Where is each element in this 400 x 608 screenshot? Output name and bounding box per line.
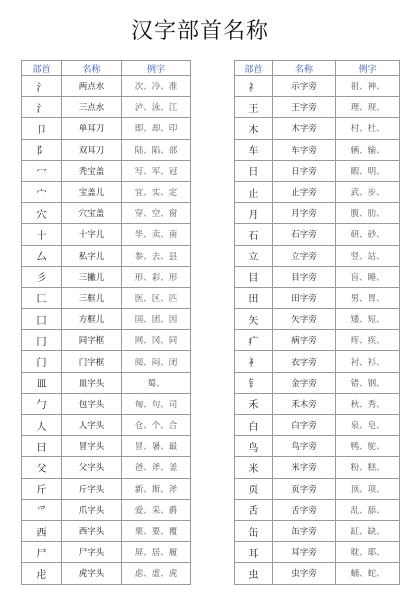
name-cell: 虫字旁 <box>272 563 336 584</box>
table-row <box>235 224 400 245</box>
page-title: 汉字部首名称 <box>130 19 269 44</box>
radical-cell: 匚 <box>22 287 62 308</box>
table-row <box>22 351 191 372</box>
examples-cell: 村、杜、 <box>336 118 400 139</box>
examples-cell: 蜀、 <box>122 372 191 393</box>
examples-cell: 网、冈、同 <box>122 330 191 351</box>
radical-cell: 石 <box>235 224 273 245</box>
table-row <box>235 499 400 520</box>
examples-cell: 武、步、 <box>336 181 400 202</box>
radical-cell: 止 <box>235 181 273 202</box>
examples-cell: 缸、缺、 <box>336 520 400 541</box>
header-name: 名称 <box>62 61 122 76</box>
examples-cell: 腹、肋、 <box>336 203 400 224</box>
radical-cell: 勹 <box>22 393 62 414</box>
table-row <box>235 287 400 308</box>
table-row <box>22 520 191 541</box>
examples-cell: 屏、居、履 <box>122 542 191 563</box>
header-radical: 部首 <box>22 61 62 76</box>
examples-cell: 研、砂、 <box>336 224 400 245</box>
radical-cell: 立 <box>235 245 273 266</box>
table-row <box>22 309 191 330</box>
radical-cell: 钅 <box>235 372 273 393</box>
examples-cell: 秋、秀、 <box>336 393 400 414</box>
table-row <box>22 139 191 160</box>
header-examples: 例字 <box>122 61 191 76</box>
radical-cell: 氵 <box>22 76 62 97</box>
table-row <box>22 542 191 563</box>
name-cell: 示字旁 <box>272 76 336 97</box>
radical-cell: 米 <box>235 457 273 478</box>
table-row <box>22 372 191 393</box>
name-cell: 立字旁 <box>272 245 336 266</box>
table-row <box>235 245 400 266</box>
radical-cell: 宀 <box>22 181 62 202</box>
table-row <box>235 372 400 393</box>
table-row <box>22 330 191 351</box>
name-cell: 穴宝盖 <box>62 203 122 224</box>
table-row <box>235 563 400 584</box>
examples-cell: 暇、明、 <box>336 160 400 181</box>
radical-cell: 人 <box>22 415 62 436</box>
radical-cell: 爫 <box>22 499 62 520</box>
table-row <box>235 351 400 372</box>
name-cell: 矢字旁 <box>272 309 336 330</box>
examples-cell: 参、去、县 <box>122 245 191 266</box>
name-cell: 病字旁 <box>272 330 336 351</box>
table-row <box>22 97 191 118</box>
name-cell: 日字旁 <box>272 160 336 181</box>
table-row <box>22 76 191 97</box>
table-row <box>235 118 400 139</box>
name-cell: 王字旁 <box>272 97 336 118</box>
examples-cell: 华、卖、南 <box>122 224 191 245</box>
table-row <box>235 181 400 202</box>
examples-cell: 乱、舔、 <box>336 499 400 520</box>
table-header-row <box>235 61 400 76</box>
radical-cell: 耳 <box>235 542 273 563</box>
name-cell: 十字儿 <box>62 224 122 245</box>
table-row <box>235 309 400 330</box>
name-cell: 鸟字旁 <box>272 436 336 457</box>
table-row <box>22 563 191 584</box>
header-radical: 部首 <box>235 61 273 76</box>
examples-cell: 写、军、冠 <box>122 160 191 181</box>
radical-table-left <box>21 60 191 585</box>
radical-cell: 王 <box>235 97 273 118</box>
radical-cell: 厶 <box>22 245 62 266</box>
name-cell: 门字框 <box>62 351 122 372</box>
radical-cell: 门 <box>22 351 62 372</box>
examples-cell: 匈、句、司 <box>122 393 191 414</box>
radical-cell: 禾 <box>235 393 273 414</box>
table-row <box>22 160 191 181</box>
table-row <box>22 478 191 499</box>
name-cell: 衣字旁 <box>272 351 336 372</box>
radical-cell: 月 <box>235 203 273 224</box>
name-cell: 两点水 <box>62 76 122 97</box>
radical-cell: 皿 <box>22 372 62 393</box>
name-cell: 田字旁 <box>272 287 336 308</box>
radical-cell: 田 <box>235 287 273 308</box>
radical-cell: 页 <box>235 478 273 499</box>
examples-cell: 泉、皂、 <box>336 415 400 436</box>
radical-cell: 礻 <box>235 76 273 97</box>
table-row <box>22 224 191 245</box>
table-row <box>22 457 191 478</box>
table-row <box>22 287 191 308</box>
examples-cell: 医、区、匹 <box>122 287 191 308</box>
radical-cell: 矢 <box>235 309 273 330</box>
name-cell: 缶字旁 <box>272 520 336 541</box>
examples-cell: 仓、个、合 <box>122 415 191 436</box>
radical-cell: 西 <box>22 520 62 541</box>
table-row <box>235 97 400 118</box>
table-row <box>235 76 400 97</box>
name-cell: 斤字头 <box>62 478 122 499</box>
examples-cell: 冒、暑、最 <box>122 436 191 457</box>
examples-cell: 即、却、印 <box>122 118 191 139</box>
name-cell: 宝盖儿 <box>62 181 122 202</box>
radical-cell: 曰 <box>22 436 62 457</box>
examples-cell: 盲、睡、 <box>336 266 400 287</box>
name-cell: 私字儿 <box>62 245 122 266</box>
radical-cell: 彡 <box>22 266 62 287</box>
name-cell: 父字头 <box>62 457 122 478</box>
name-cell: 包字头 <box>62 393 122 414</box>
examples-cell: 虑、虚、虎 <box>122 563 191 584</box>
examples-cell: 竖、站、 <box>336 245 400 266</box>
table-row <box>235 415 400 436</box>
radical-cell: 舌 <box>235 499 273 520</box>
radical-cell: 氵 <box>22 97 62 118</box>
name-cell: 止字旁 <box>272 181 336 202</box>
name-cell: 皿字头 <box>62 372 122 393</box>
name-cell: 方框儿 <box>62 309 122 330</box>
examples-cell: 次、冷、准 <box>122 76 191 97</box>
examples-cell: 爱、采、爵 <box>122 499 191 520</box>
name-cell: 目字旁 <box>272 266 336 287</box>
examples-cell: 爸、斧、釜 <box>122 457 191 478</box>
radical-cell: 白 <box>235 415 273 436</box>
examples-cell: 宜、实、定 <box>122 181 191 202</box>
examples-cell: 栗、要、覆 <box>122 520 191 541</box>
name-cell: 西字头 <box>62 520 122 541</box>
examples-cell: 理、现、 <box>336 97 400 118</box>
radical-cell: 虍 <box>22 563 62 584</box>
examples-cell: 鸭、鸵、 <box>336 436 400 457</box>
examples-cell: 穿、空、窗 <box>122 203 191 224</box>
name-cell: 木字旁 <box>272 118 336 139</box>
name-cell: 月字旁 <box>272 203 336 224</box>
radical-cell: 阝 <box>22 139 62 160</box>
radical-cell: 木 <box>235 118 273 139</box>
radical-cell: 囗 <box>22 309 62 330</box>
name-cell: 三撇儿 <box>62 266 122 287</box>
examples-cell: 陆、陷、部 <box>122 139 191 160</box>
name-cell: 单耳刀 <box>62 118 122 139</box>
examples-cell: 祖、神、 <box>336 76 400 97</box>
table-row <box>235 436 400 457</box>
name-cell: 三框儿 <box>62 287 122 308</box>
radical-cell: 日 <box>235 160 273 181</box>
name-cell: 冒字头 <box>62 436 122 457</box>
name-cell: 石字旁 <box>272 224 336 245</box>
examples-cell: 疼、疾、 <box>336 330 400 351</box>
name-cell: 车字旁 <box>272 139 336 160</box>
radical-cell: 卩 <box>22 118 62 139</box>
examples-cell: 国、团、因 <box>122 309 191 330</box>
name-cell: 三点水 <box>62 97 122 118</box>
table-row <box>22 415 191 436</box>
examples-cell: 耽、耶、 <box>336 542 400 563</box>
radical-cell: 冂 <box>22 330 62 351</box>
table-row <box>235 330 400 351</box>
name-cell: 页字旁 <box>272 478 336 499</box>
radical-cell: 车 <box>235 139 273 160</box>
name-cell: 虎字头 <box>62 563 122 584</box>
examples-cell: 矮、短、 <box>336 309 400 330</box>
table-row <box>235 203 400 224</box>
radical-cell: 十 <box>22 224 62 245</box>
table-row <box>235 266 400 287</box>
name-cell: 禾木旁 <box>272 393 336 414</box>
table-row <box>235 139 400 160</box>
name-cell: 人字头 <box>62 415 122 436</box>
examples-cell: 阅、闷、闭 <box>122 351 191 372</box>
examples-cell: 衬、衫、 <box>336 351 400 372</box>
name-cell: 爪字头 <box>62 499 122 520</box>
table-row <box>22 181 191 202</box>
name-cell: 舌字旁 <box>272 499 336 520</box>
radical-cell: 虫 <box>235 563 273 584</box>
table-row <box>22 436 191 457</box>
radical-cell: 目 <box>235 266 273 287</box>
header-examples: 例字 <box>336 61 400 76</box>
examples-cell: 男、胃、 <box>336 287 400 308</box>
table-row <box>235 478 400 499</box>
name-cell: 尸字头 <box>62 542 122 563</box>
table-row <box>235 457 400 478</box>
radical-cell: 穴 <box>22 203 62 224</box>
table-row <box>22 266 191 287</box>
radical-cell: 冖 <box>22 160 62 181</box>
table-row <box>22 245 191 266</box>
table-row <box>235 393 400 414</box>
radical-cell: 鸟 <box>235 436 273 457</box>
table-row <box>22 393 191 414</box>
examples-cell: 泸、泳、江 <box>122 97 191 118</box>
radical-cell: 衤 <box>235 351 273 372</box>
radical-cell: 缶 <box>235 520 273 541</box>
radical-table-right <box>234 60 400 585</box>
examples-cell: 顶、项、 <box>336 478 400 499</box>
radical-cell: 斤 <box>22 478 62 499</box>
table-row <box>235 542 400 563</box>
name-cell: 双耳刀 <box>62 139 122 160</box>
examples-cell: 辆、输、 <box>336 139 400 160</box>
examples-cell: 蛹、蛇、 <box>336 563 400 584</box>
examples-cell: 错、钢、 <box>336 372 400 393</box>
examples-cell: 新、斯、斧 <box>122 478 191 499</box>
radical-cell: 疒 <box>235 330 273 351</box>
radical-cell: 尸 <box>22 542 62 563</box>
table-row <box>22 499 191 520</box>
name-cell: 同字框 <box>62 330 122 351</box>
header-name: 名称 <box>272 61 336 76</box>
name-cell: 耳字旁 <box>272 542 336 563</box>
table-row <box>235 520 400 541</box>
name-cell: 白字旁 <box>272 415 336 436</box>
name-cell: 米字旁 <box>272 457 336 478</box>
examples-cell: 形、彩、形 <box>122 266 191 287</box>
name-cell: 秃宝盖 <box>62 160 122 181</box>
examples-cell: 粉、糕、 <box>336 457 400 478</box>
table-row <box>235 160 400 181</box>
table-row <box>22 118 191 139</box>
table-row <box>22 203 191 224</box>
table-header-row <box>22 61 191 76</box>
radical-cell: 父 <box>22 457 62 478</box>
name-cell: 金字旁 <box>272 372 336 393</box>
